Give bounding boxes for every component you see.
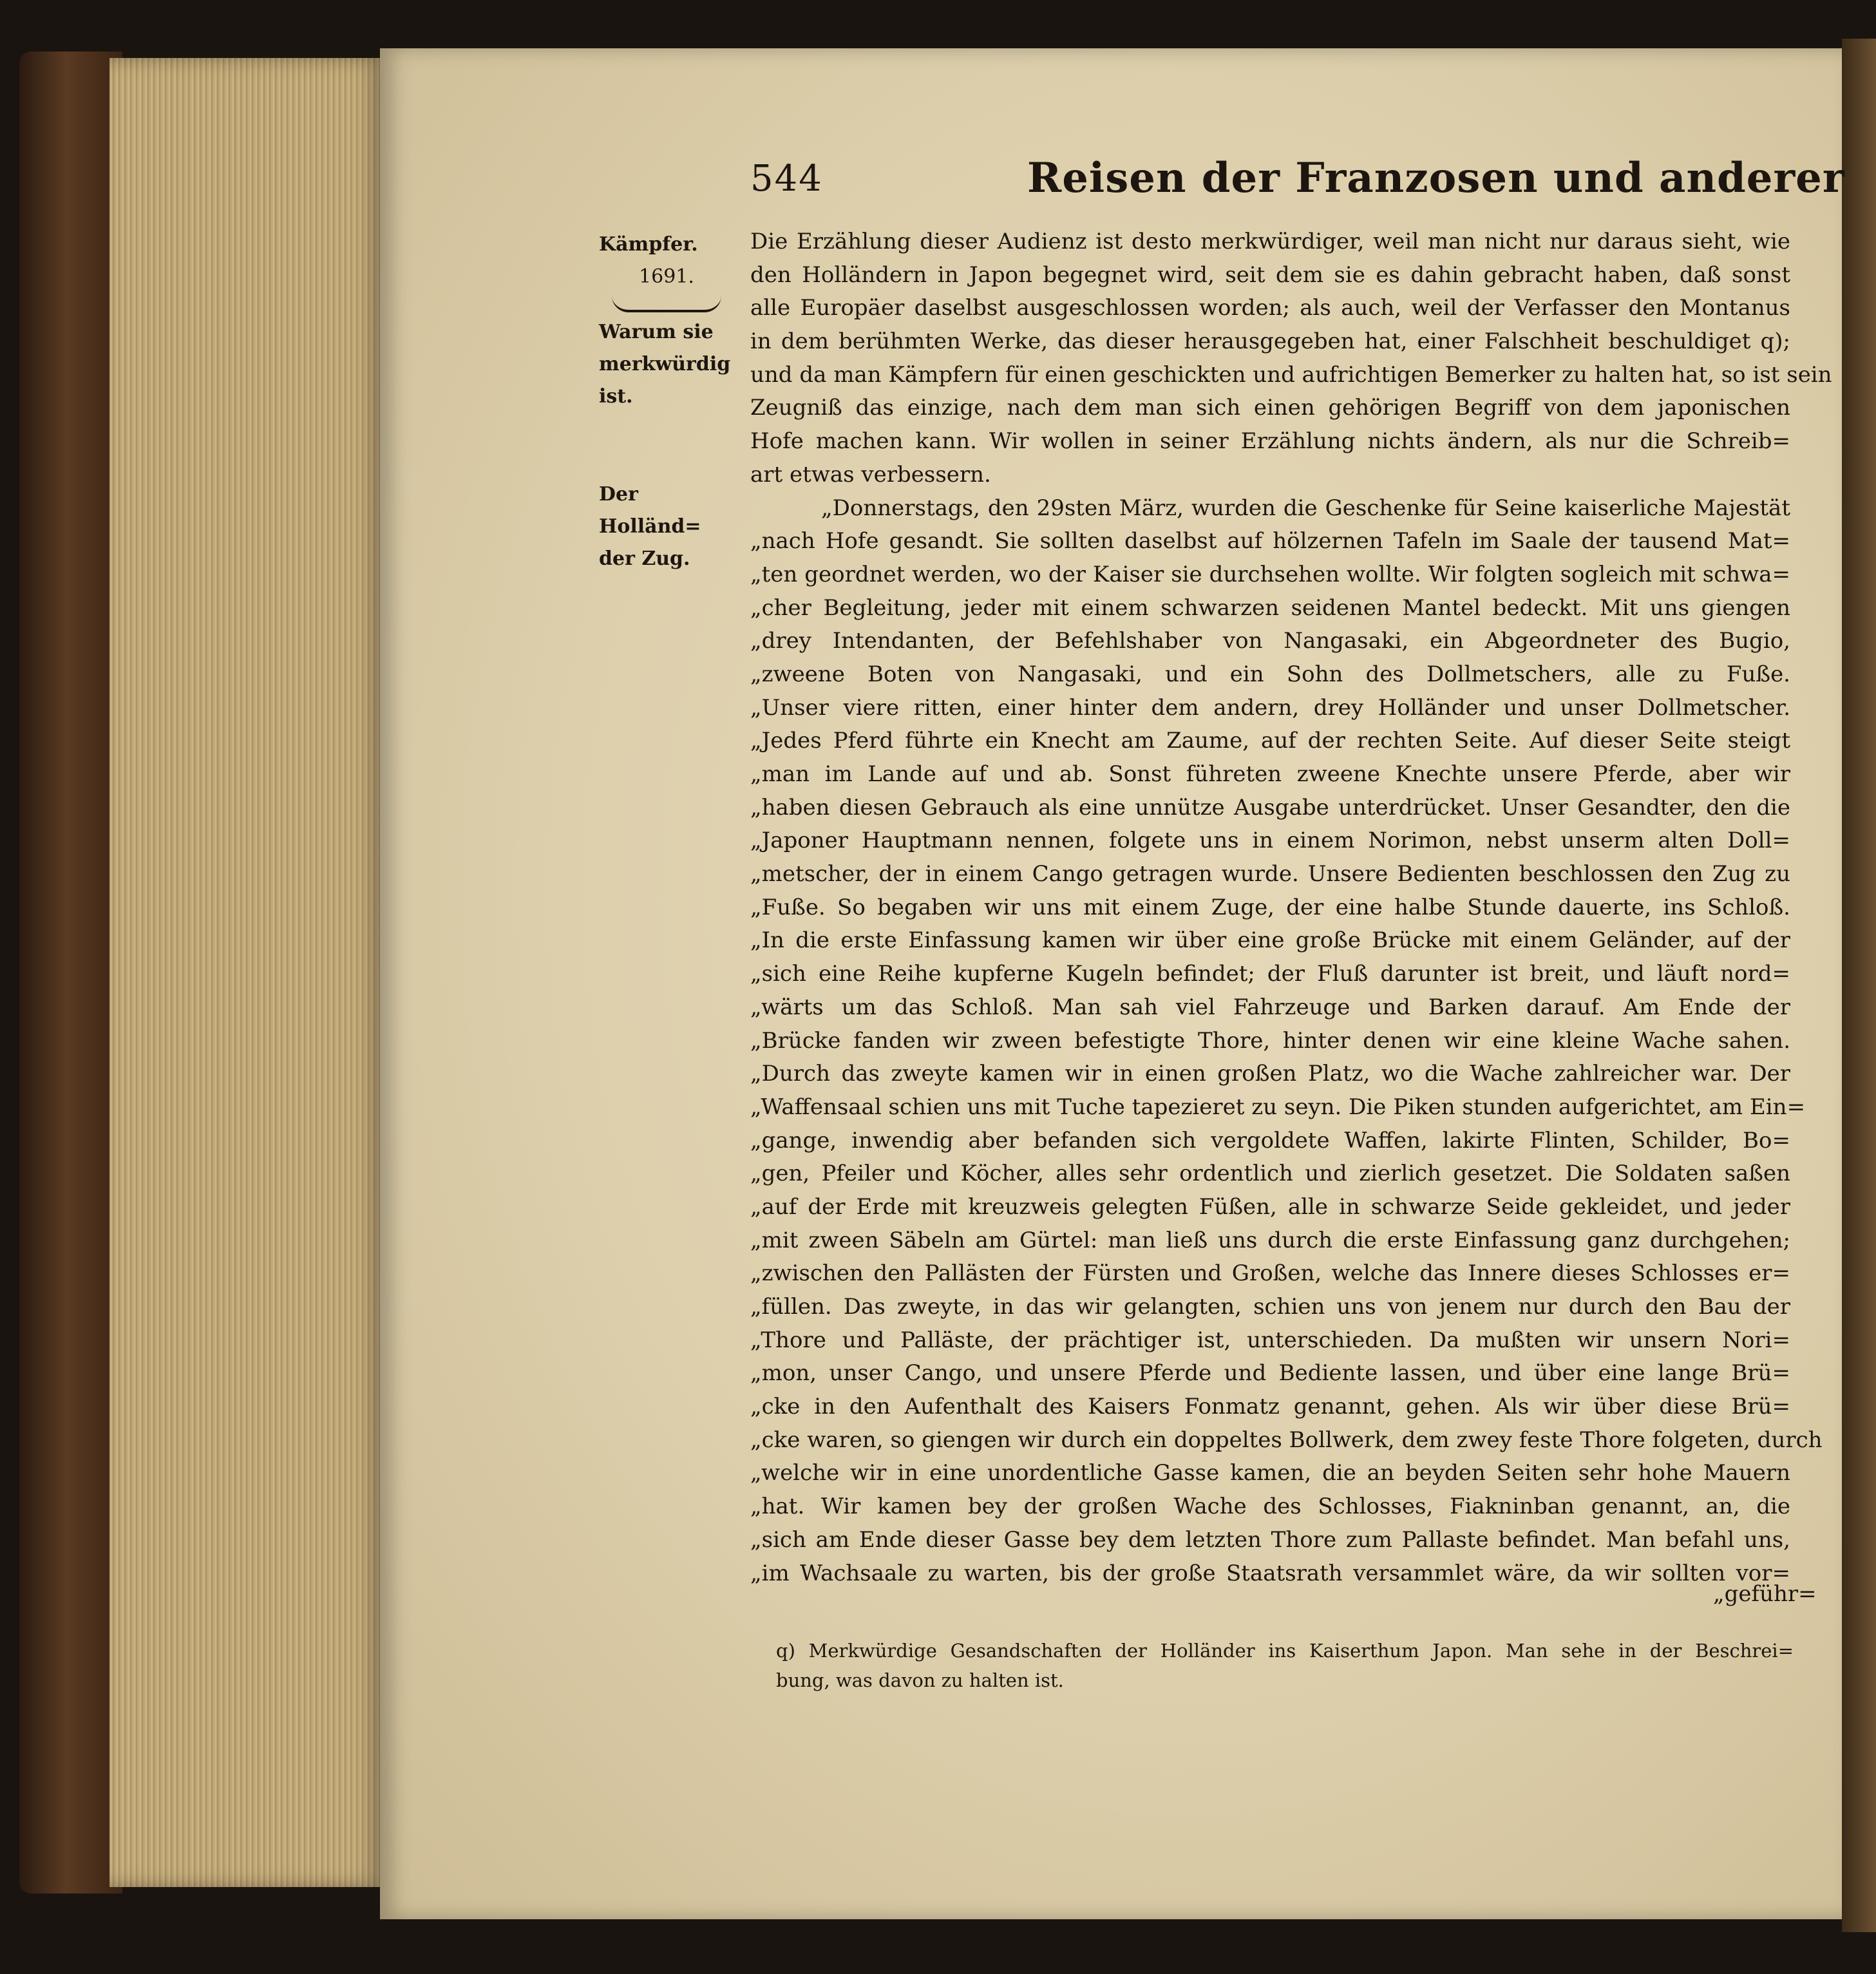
body-line: alle Europäer daselbst ausgeschlossen worden; als auch, weil der Verfasser den Montanus xyxy=(750,295,1790,321)
page-edges xyxy=(109,58,386,1887)
body-line: „drey Intendanten, der Befehlshaber von Nangasaki, ein Abgeordneter des Bugio, xyxy=(750,628,1790,654)
body-line: „man im Lande auf und ab. Sonst führeten zweene Knechte unsere Pferde, aber wir xyxy=(750,761,1790,787)
body-line: „sich eine Reihe kupferne Kugeln befindet; der Fluß darunter ist breit, und läuft nord= xyxy=(750,961,1790,987)
body-line: „gen, Pfeiler und Köcher, alles sehr ordentlich und zierlich gesetzet. Die Soldaten saßen xyxy=(750,1161,1790,1187)
body-line: „zweene Boten von Nangasaki, und ein Sohn des Dollmetschers, alle zu Fuße. xyxy=(750,661,1790,687)
catchword: „geführ= xyxy=(1713,1581,1817,1607)
body-line: „Donnerstags, den 29sten März, wurden die Geschenke für Seine kaiserliche Majestät xyxy=(821,495,1790,521)
body-line: „gange, inwendig aber befanden sich vergoldete Waffen, lakirte Flinten, Schilder, Bo= xyxy=(750,1127,1790,1153)
margin-notes xyxy=(599,229,734,575)
body-text xyxy=(750,225,1832,1590)
body-line: „cke in den Aufenthalt des Kaisers Fonmatz genannt, gehen. Als wir über diese Brü= xyxy=(750,1394,1790,1420)
body-line: „Fuße. So begaben wir uns mit einem Zuge, der eine halbe Stunde dauerte, ins Schloß. xyxy=(750,894,1790,920)
body-line: „mon, unser Cango, und unsere Pferde und Bediente lassen, und über eine lange Brü= xyxy=(750,1360,1790,1387)
margin-note-remarkable: Warum sie merkwürdig ist. xyxy=(599,321,731,408)
footnote-line: bung, was davon zu halten ist. xyxy=(776,1669,1064,1691)
body-line: „Japoner Hauptmann nennen, folgete uns in einem Norimon, nebst unserm alten Doll= xyxy=(750,828,1790,854)
body-line: „Brücke fanden wir zween befestigte Thore, hinter denen wir eine kleine Wache sahen. xyxy=(750,1027,1790,1054)
margin-year: 1691. xyxy=(639,265,694,288)
body-line: und da man Kämpfern für einen geschickten und aufrichtigen Bemerker zu halten hat, so ist sein xyxy=(750,361,1832,388)
margin-author: Kämpfer. xyxy=(599,233,698,256)
body-line: „Waffensaal schien uns mit Tuche tapezieret zu seyn. Die Piken stunden aufgerichtet, am Ein= xyxy=(750,1094,1806,1120)
page-header xyxy=(750,154,1845,216)
body-line: „metscher, der in einem Cango getragen wurde. Unsere Bedienten beschlossen den Zug zu xyxy=(750,861,1790,887)
margin-note-procession: Der Holländ= der Zug. xyxy=(599,483,701,570)
body-line: „füllen. Das zweyte, in das wir gelangten, schien uns von jenem nur durch den Bau der xyxy=(750,1294,1790,1320)
body-line: art etwas verbessern. xyxy=(750,461,991,488)
facing-page-edge xyxy=(1842,39,1876,1932)
book-cover-edge xyxy=(19,52,122,1893)
body-line: Die Erzählung dieser Audienz ist desto merkwürdiger, weil man nicht nur daraus sieht, wie xyxy=(750,229,1790,254)
footnote xyxy=(776,1636,1794,1695)
body-line: „haben diesen Gebrauch als eine unnütze Ausgabe unterdrücket. Unser Gesandter, den die xyxy=(750,794,1790,821)
body-line: „Thore und Palläste, der prächtiger ist, unterschieden. Da mußten wir unsern Nori= xyxy=(750,1327,1790,1353)
body-line: „im Wachsaale zu warten, bis der große Staatsrath versammlet wäre, da wir sollten vor= xyxy=(750,1560,1790,1586)
body-line: „Durch das zweyte kamen wir in einen großen Platz, wo die Wache zahlreicher war. Der xyxy=(750,1061,1790,1087)
body-line: „cke waren, so giengen wir durch ein doppeltes Bollwerk, dem zwey feste Thore folgeten, durch xyxy=(750,1427,1823,1453)
body-line: „nach Hofe gesandt. Sie sollten daselbst auf hölzernen Tafeln im Saale der tausend Mat= xyxy=(750,528,1790,555)
body-line: „ten geordnet werden, wo der Kaiser sie durchsehen wollte. Wir folgten sogleich mit schwa= xyxy=(750,561,1790,587)
body-line: „auf der Erde mit kreuzweis gelegten Füßen, alle in schwarze Seide gekleidet, und jeder xyxy=(750,1193,1790,1220)
brace-ornament xyxy=(612,296,721,312)
body-line: in dem berühmten Werke, das dieser herausgegeben hat, einer Falschheit beschuldiget q); xyxy=(750,328,1790,355)
body-line: „zwischen den Pallästen der Fürsten und Großen, welche das Innere dieses Schlosses er= xyxy=(750,1260,1790,1287)
running-title: Reisen der Franzosen und anderer xyxy=(1027,154,1845,202)
page-number: 544 xyxy=(750,158,823,200)
body-line: den Holländern in Japon begegnet wird, seit dem sie es dahin gebracht haben, daß sonst xyxy=(750,261,1790,288)
body-line: „wärts um das Schloß. Man sah viel Fahrzeuge und Barken darauf. Am Ende der xyxy=(750,994,1790,1020)
body-line: „sich am Ende dieser Gasse bey dem letzten Thore zum Pallaste befindet. Man befahl uns, xyxy=(750,1526,1790,1553)
body-line: „Jedes Pferd führte ein Knecht am Zaume, auf der rechten Seite. Auf dieser Seite steigt xyxy=(750,728,1790,754)
body-line: „mit zween Säbeln am Gürtel: man ließ uns durch die erste Einfassung ganz durchgehen; xyxy=(750,1227,1790,1253)
body-line: Hofe machen kann. Wir wollen in seiner Erzählung nichts ändern, als nur die Schreib= xyxy=(750,428,1790,455)
body-line: „In die erste Einfassung kamen wir über eine große Brücke mit einem Geländer, auf der xyxy=(750,927,1790,954)
footnote-line: q) Merkwürdige Gesandschaften der Holländer ins Kaiserthum Japon. Man sehe in der Beschrei= xyxy=(776,1640,1794,1662)
body-line: „cher Begleitung, jeder mit einem schwarzen seidenen Mantel bedeckt. Mit uns giengen xyxy=(750,594,1790,621)
body-line: Zeugniß das einzige, nach dem man sich einen gehörigen Begriff von dem japonischen xyxy=(750,395,1790,421)
body-line: „hat. Wir kamen bey der großen Wache des Schlosses, Fiakninban genannt, an, die xyxy=(750,1494,1790,1520)
body-line: „welche wir in eine unordentliche Gasse kamen, die an beyden Seiten sehr hohe Mauern xyxy=(750,1460,1790,1486)
body-line: „Unser viere ritten, einer hinter dem andern, drey Holländer und unser Dollmetscher. xyxy=(750,694,1790,721)
